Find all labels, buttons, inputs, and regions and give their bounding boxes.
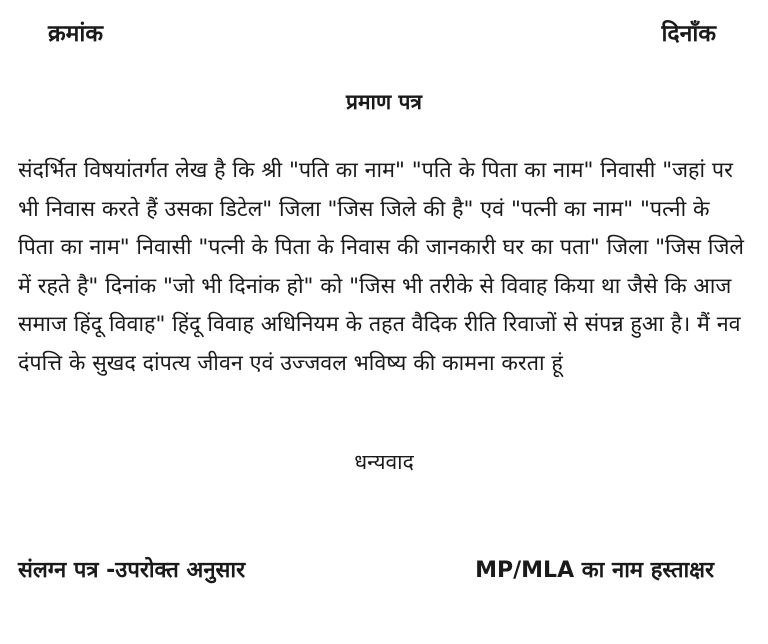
date-label: दिनाँक — [661, 21, 716, 47]
certificate-body-paragraph: संदर्भित विषयांतर्गत लेख है कि श्री "पति का नाम" "पति के पिता का नाम" निवासी "जहां पर भी निवास करते हैं उसका डिटेल" जिला "जिस जिले की है" एवं "पत्नी का नाम" "पत्नी के पिता का नाम" निवासी "पत्नी के पिता के निवास की जानकारी घर का पता" जिला "जिस जिले में रहते है" दिनांक "जो भी दिनांक हो" को "जिस भी तरीके से विवाह किया था जैसे कि आज समाज हिंदू विवाह" हिंदू विवाह अधिनियम के तहत वैदिक रीति रिवाजों से संपन्न हुआ है। मैं नव दंपत्ति के सुखद दांपत्य जीवन एवं उज्जवल भविष्य की कामना करता हूं — [18, 158, 744, 376]
serial-number-label: क्रमांक — [48, 21, 104, 47]
document-title: प्रमाण पत्र — [346, 90, 422, 114]
signature-line: MP/MLA का नाम हस्ताक्षर — [475, 558, 714, 583]
attachment-note: संलग्न पत्र -उपरोक्त अनुसार — [18, 558, 246, 583]
thanks-text: धन्यवाद — [354, 450, 414, 474]
